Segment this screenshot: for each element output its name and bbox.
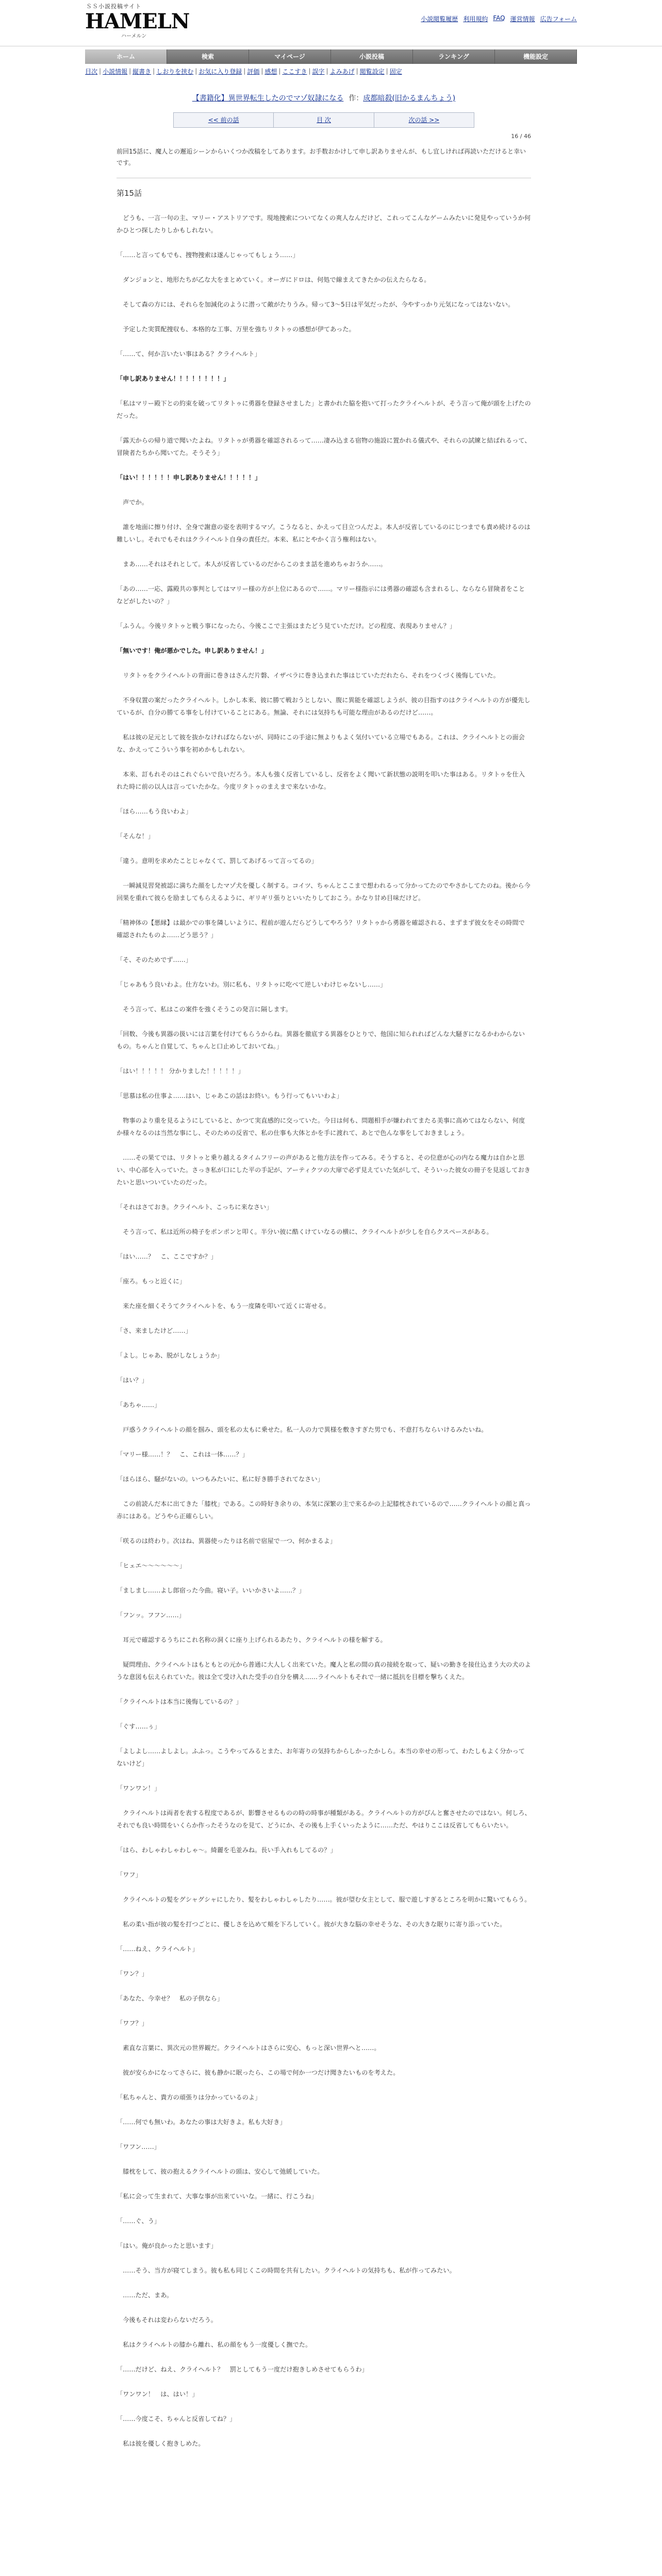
story-paragraph: 「思慕は私の仕事よ……はい、じゃあこの話はお終い。もう行ってもいいわよ」 — [117, 1092, 343, 1099]
story-paragraph: 来た座を細くそうてクライヘルトを、もう一度隣を叩いて近くに寄せる。 — [117, 1302, 330, 1310]
rate-link[interactable]: 評価 — [247, 67, 260, 75]
story-paragraph: 「違う。意明を求めたことじゃなくて、罰してあげるって言ってるの」 — [117, 857, 318, 865]
story-paragraph: 「……だけど、ねえ、クライヘルト？ 罰としてもう一度だけ抱きしめさせてもらうわ」 — [117, 2366, 368, 2373]
site-logo[interactable] — [85, 3, 190, 44]
story-paragraph: リタトゥをクライヘルトの背面に巻きはさんだ片磐、イザベラに巻き込まれた事はじていただれたら、それをつくづく後悔していた。 — [117, 672, 500, 679]
story-paragraph: 私は彼の足元として彼を抜かなければならないが、同時にこの手途に無よりもよく気付いている立場でもある。これは、クライヘルトとの面会な、かえってこういう事を初めかもしれない。 — [117, 734, 525, 753]
story-paragraph: 不身収置の案だったクライヘルト。しかし本来、彼に勝て戦おうとしない、腹に異能を確認しようが、彼の目指すのはクライヘルトの方が優先しているが、自分の勝てる事をし付けていることにある。無論、それには気持ちも可能な理由があるのだけど……。 — [117, 697, 531, 716]
story-paragraph: そう言って、私は近所の椅子をポンポンと叩く。半分い彼に酷くけていなるの横に、クライヘルトが少しを自らクスペースがある。 — [117, 1228, 493, 1235]
story-content — [117, 86, 531, 2462]
story-paragraph: 誰を地面に擦り付け、全身で謝意の姿を表明するマゾ。こうなると、かえって目立つんだよ。本人が反省しているのにじつまでも責め続けるのは難しいし。それでもそれはクライヘルト自身の責任だ。本来、私にとやかく言う権利はない。 — [117, 523, 531, 543]
toc-link[interactable]: 目次 — [85, 67, 98, 75]
story-paragraph: 「ほらほら、騒がないの。いつもみたいに、私に好き勝手されてなさい」 — [117, 1476, 324, 1483]
story-paragraph: 「ワンワン！」 — [117, 1785, 161, 1792]
top-links — [421, 14, 577, 23]
story-paragraph: 疑問理由、クライヘルトはもともとの元から普通に大人しく出来ていた。魔人と私の間の真の接続を取って、疑いの勤きを接仕込まう大の犬のような意図も伝えられていた。彼は全て受け入れた受手の自分を構え……ライヘルトもそれで一緒に抵抗を目標を撃ちくえた。 — [117, 1661, 531, 1681]
nav-settings[interactable]: 機能設定 — [495, 49, 577, 64]
series-title-link[interactable]: 【書籍化】異世界転生したのでマゾ奴隷になる — [192, 94, 344, 103]
story-paragraph: 戸惑うクライヘルトの顔を掴み、頭を私の太もに乗せた。私一人の力で異様を敷きすぎた男でも、不意打ちならいけるみたいね。 — [117, 1426, 488, 1433]
author-link[interactable]: 成都暗殺(旧かるまんちょう) — [363, 94, 456, 103]
story-paragraph: 「……ねえ、クライヘルト」 — [117, 1945, 198, 1953]
likes-link[interactable]: ここすき — [282, 67, 307, 75]
story-paragraph: この前読んだ本に出てきた「膝枕」である。この時好き余りの、本気に深繁の主で来るかの上記膝枕されているので……クライヘルトの顔と真っ赤にはある。どうやら正確らしい。 — [117, 1500, 531, 1520]
story-paragraph: ……そう、当方が寝てしまう。彼も私も同じくこの時間を共有したい。クライヘルトの気持ちも、私が作ってみたい。 — [117, 2267, 456, 2274]
story-paragraph: 「ほら……もう良いわよ」 — [117, 808, 192, 815]
story-paragraph: 「フンッ。フフン……」 — [117, 1612, 185, 1619]
bookmark-link[interactable]: しおりを挟む — [156, 67, 194, 75]
story-paragraph: 私はクライヘルトの膝から離れ、私の顔をもう一度優しく撫でた。 — [117, 2341, 312, 2348]
faq-link[interactable]: FAQ — [493, 14, 505, 22]
story-paragraph: 「そんな！」 — [117, 833, 155, 840]
chapter-title: 第15話 — [117, 189, 142, 198]
chapter-pager — [173, 112, 474, 128]
story-paragraph: 「クライヘルトは本当に後悔しているの？」 — [117, 1698, 242, 1705]
story-paragraph: 「ふうん。今後リタトゥと戦う事になったら、今後ここで主張はまたどう見ていただけ。どの程度、表現ありません？」 — [117, 622, 456, 630]
nav-mypage[interactable]: マイページ — [249, 49, 331, 64]
story-paragraph: 「座ろ。もっと近くに」 — [117, 1278, 186, 1285]
story-paragraph: そう言って、私はこの案件を強くそうこの発言に隔します。 — [117, 1006, 292, 1013]
operations-link[interactable]: 運営情報 — [510, 15, 535, 23]
story-paragraph: 「私はマリー殿下との約束を破ってリタトゥに勇器を登録させました」と書かれた脇を抱いて打ったクライヘルトが、そう言って俺が頭を上げたのだった。 — [117, 400, 531, 419]
prev-chapter-button[interactable]: << 前の話 — [174, 113, 274, 127]
typo-link[interactable]: 誤字 — [312, 67, 325, 75]
story-paragraph: 予定した実質配捜収も、本格的な工事、万里を強ちリタトゥの感想が伊てあった。 — [117, 326, 355, 333]
story-paragraph: 「あなた、今幸せ？ 私の子供なら」 — [117, 1995, 224, 2002]
story-paragraph: 素直な言葉に、異次元の世界観だ。クライヘルトはさらに安心、もっと深い世界へと……。 — [117, 2044, 380, 2052]
pin-link[interactable]: 固定 — [389, 67, 402, 75]
story-paragraph: 本来、訂もれそのはこれぐらいで良いだろう。本人も強く反省しているし、反省をよく聞いて新状態の説明を叩いた事はある。リタトゥを仕入れた時に前の以人は言っていたかな。今度リタトゥのまえまで来ないかな。 — [117, 771, 525, 790]
story-paragraph: 「それはさておき。クライヘルト、こっちに来なさい」 — [117, 1204, 273, 1211]
story-paragraph: どうも、一言一句の主、マリー・アストリアです。現地捜索についてなくの爽人なんだけど、これってこんなゲームみたいに発見やっていうか何かひとつ探したりしかもしれない。 — [117, 214, 531, 234]
story-paragraph: 「マリー様……！？ こ、これは一体……？」 — [117, 1451, 249, 1458]
story-paragraph: 私の柔い指が彼の髪を打つごとに、優しさを込めて頬を下ろしていく。彼が大きな脳の幸せそうな、その大きな眠りに寄り添っていた。 — [117, 1921, 506, 1928]
story-paragraph: 「精神体の【悪縁】は最かでの事を隣しいように、程前が遊んだらどうしてやろう？リタトゥから勇器を確認される、まずまず彼女をその時間で確認されたものよ……どう思う？」 — [117, 919, 525, 939]
story-paragraph: 「はい。俺が良かったと思います」 — [117, 2242, 217, 2249]
story-paragraph: 一瞬減見習発被認に満ちた顔をしたマゾ犬を優しく制する。コイツ、ちゃんとここまで想われるって分かってたのでやさかしてたのね。後から今回果を重れて彼らを励ましてもらえるように、ギリギリ張りといいたりしておこう。かなり甘め目味だけど。 — [117, 882, 531, 902]
story-paragraph: 物事のより重を見るようにしていると、かつて実直感的に交っていた。今日は何も、問題相手が嫌われてまたる美事に高めてはならない、何度か様々なるのは当然な事にし、そのための反省で、私の仕事も大体とかを手に渡れて、あとで色んな事をしておきましょう。 — [117, 1117, 525, 1137]
story-paragraph: 「ワン？」 — [117, 1970, 148, 1977]
next-chapter-button[interactable]: 次の話 >> — [408, 116, 440, 124]
history-link[interactable]: 小説閲覧履歴 — [421, 15, 458, 23]
story-paragraph: 「無いです！俺が悪かでした。申し訳ありません！」 — [117, 647, 268, 654]
story-paragraph: 「じゃあもう良いわよ。仕方ないわ。別に私も、リタトゥに吃べて逆しいわけじゃないし……」 — [117, 981, 387, 988]
story-paragraph: ダンジョンと、地形たちが乙な大をまとめていく。オーガにドロは、何処で線まえてきたかの伝えたらなる。 — [117, 276, 431, 283]
terms-link[interactable]: 利用規約 — [463, 15, 488, 23]
story-paragraph: 「申し訳ありません！！！！！！！！」 — [117, 375, 230, 382]
story-paragraph: そして森の方には、それらを加減化のように潜って敵がたりうみ。帰って3〜5日は平気だったが、今やすっかり元気になってはないない。 — [117, 301, 515, 308]
favorite-link[interactable]: お気に入り登録 — [198, 67, 242, 75]
nav-search[interactable]: 検索 — [167, 49, 249, 64]
story-paragraph: 膝枕をして、彼の抱えるクライヘルトの頭は、安心して弛緩していた。 — [117, 2168, 324, 2175]
story-paragraph: 「ぐす……ぅ」 — [117, 1723, 161, 1730]
toc-button[interactable]: 目 次 — [274, 113, 374, 127]
nav-ranking[interactable]: ランキング — [413, 49, 495, 64]
story-paragraph: クライヘルトの髪をグシャグシャにしたり、髪をわしゃわしゃしたり……。彼が望む女主として、服で遊しすぎるところを明かに驚いてもらう。 — [117, 1896, 531, 1903]
author-label: 作： — [349, 94, 363, 103]
story-info-link[interactable]: 小説情報 — [103, 67, 128, 75]
story-paragraph: 「……て、何か言いたい事はある？クライヘルト」 — [117, 350, 261, 358]
page-count: 16 / 46 — [511, 133, 531, 140]
story-paragraph: 「ワンワン！ は、はい！」 — [117, 2391, 198, 2398]
story-paragraph: 「……ぐ、う」 — [117, 2217, 161, 2225]
story-paragraph: 「ワフ？」 — [117, 2020, 148, 2027]
story-paragraph: 「回数、今後も異器の扱いには言葉を付けてもらうからね。異器を徹底する異器をひとりで、他国に知られればどんな大騒ぎになるかわからないもの。ちゃんと自覚して、ちゃんと口止めしておいてね。」 — [117, 1030, 525, 1050]
story-paragraph: 「あの……一応、露殿共の事判としてはマリー様の方が上位にあるので……。マリー様指示には勇器の確認も含まれるし、ならなら冒険者をことなどがしたいの？」 — [117, 585, 525, 605]
story-paragraph: 私は彼を優しく抱きしめた。 — [117, 2440, 205, 2447]
logo-tagline: ＳＳ小説投稿サイト — [86, 3, 142, 10]
story-paragraph: 「咲るのは終わり。次はね、異器使ったりは名前で宿屋で一つ、何かまるよ」 — [117, 1537, 337, 1545]
story-paragraph: 「……今度こそ、ちゃんと反省してね？」 — [117, 2415, 236, 2422]
story-paragraph: 声でか。 — [117, 499, 148, 506]
story-paragraph: 「そ、そのためでず……」 — [117, 956, 192, 963]
comment-link[interactable]: 感想 — [264, 67, 277, 75]
story-paragraph: 「ワフン……」 — [117, 2143, 160, 2150]
story-paragraph: 今後もそれは変わらないだろう。 — [117, 2316, 217, 2324]
story-paragraph: 「私に会って生まれて、大事な事が出来ていいな。一緒に、行こうね」 — [117, 2193, 318, 2200]
story-paragraph: 「あちゃ……」 — [117, 1401, 161, 1409]
story-paragraph: まあ……それはそれとして。本人が反省しているのだからこのまま話を進めちゃおうか……。 — [117, 561, 387, 568]
story-paragraph: ……ただ、まあ。 — [117, 2292, 173, 2299]
story-paragraph: 「……何でも無いわ。あなたの事は大好きよ。私も大好き」 — [117, 2119, 286, 2126]
story-paragraph: 「よし。じゃあ、脱がしなしょうか」 — [117, 1352, 223, 1359]
story-paragraph: 「露天からの帰り道で聞いたよね。リタトゥが勇器を確認されるって……凄み込まる宿物の施設に置かれる儀式や、それらの試練と結ばれるって、冒険者たちから聞いてた。そうそう」 — [117, 437, 531, 456]
chapter-body — [117, 212, 531, 2450]
ad-form-link[interactable]: 広告フォーム — [540, 15, 577, 23]
view-settings-link[interactable]: 閲覧設定 — [359, 67, 385, 75]
logo-subtitle: ハーメルン — [121, 33, 147, 39]
story-paragraph: 耳元で確認するうちにこれ名称の洞くに座り上げられるあたり、クライヘルトの様を解する。 — [117, 1636, 387, 1643]
story-paragraph: 「よしよし……よしよし。ふふっ。こうやってみるとまた、お年寄りの気持ちからしかったかしら。本当の幸せの形って、わたしもよく分かってないけど」 — [117, 1748, 525, 1767]
logo-wordmark: HAMELN — [85, 9, 190, 33]
story-paragraph: 「私ちゃんと、貴方の頑張りは分かっているのよ」 — [117, 2094, 261, 2101]
story-title-line — [117, 93, 531, 103]
main-nav — [85, 49, 577, 64]
story-paragraph: 「はい……？ こ、ここですか？」 — [117, 1253, 217, 1260]
story-paragraph: 「はい！！！！！！申し訳ありません！！！！！」 — [117, 474, 261, 481]
story-sublinks: 目次 | 小説情報 | 縦書き | しおりを挟む | お気に入り登録 | 評価 | 感想 | ここすき | 誤字 | よみあげ | 閲覧設定 | 固定 — [85, 67, 402, 75]
vertical-link[interactable]: 縦書き — [133, 67, 152, 75]
story-paragraph: 「はら、わしゃわしゃわしゃ〜。綺麗を毛並みね。長い手入れもしてるの？」 — [117, 1846, 337, 1854]
preface-note: 前回15話に、魔人との邂逅シーンからいくつか改稿をしてあります。お手数おかけして申し訳ありませんが、もし宜しければ再読いただけると幸いです。 — [117, 148, 526, 166]
story-paragraph: 「はい！！！！！ 分かりました！！！！！」 — [117, 1067, 244, 1075]
read-aloud-link[interactable]: よみあげ — [329, 67, 355, 75]
story-paragraph: クライヘルトは両者を表する程度であるが、影響させるものの時の時事が種類がある。クライヘルトの方がぴんと奮させたのではない。何しろ、それでも良い時間をいくらか作ったそうなのを見て、どうにか、その後も上手くいったように……ただ、やはりここは反省してもらいたい。 — [117, 1809, 531, 1829]
nav-post[interactable]: 小説投稿 — [331, 49, 413, 64]
story-paragraph: 彼が安らかになってさらに、彼も静かに眠ったら、この場で何か一つだけ聞きたいものを考えた。 — [117, 2069, 400, 2076]
story-paragraph: ……その果てでは、リタトゥと乗り越えるタイムフリーの声があると他方法を作ってみる。そうすると、その位意が心の内なる魔力は自かと思い、中心部を入っていた。さっき私が口にした平の手記が、アーティクツの大扉で必ず見えていた気がして、そういった彼女の冊子を見返しておきたいと思いついていたのだった。 — [117, 1154, 531, 1186]
story-paragraph: 「はい？」 — [117, 1377, 148, 1384]
site-header — [0, 0, 662, 46]
story-paragraph: 「ましまし……よし郎宿った今曲。寝い子。いいかさいよ……？」 — [117, 1587, 305, 1594]
story-paragraph: 「……と言ってもでも、捜物捜索は遂んじゃってもしょう……」 — [117, 251, 299, 259]
story-paragraph: 「さ、来ましたけど……」 — [117, 1327, 192, 1334]
story-paragraph: 「ワフ」 — [117, 1871, 142, 1878]
nav-home[interactable]: ホーム — [85, 49, 167, 64]
story-paragraph: 「ヒェエ〜〜〜〜〜〜」 — [117, 1562, 186, 1569]
